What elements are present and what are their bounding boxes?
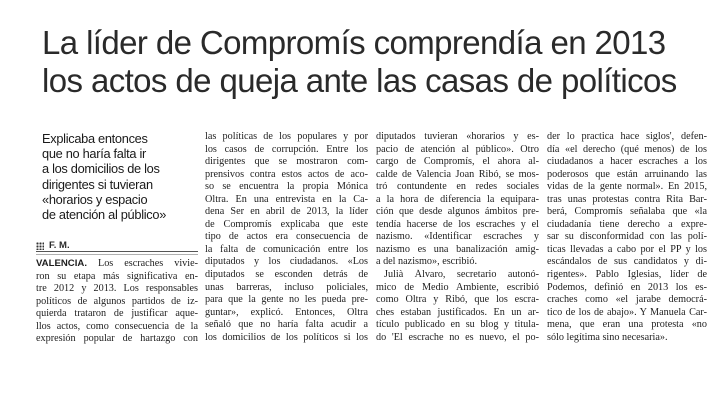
byline [36, 240, 196, 251]
column-line: Podemos, definió en 2013 los es- [547, 281, 707, 293]
column-line: vidas de la gente normal». En 2015, [547, 181, 707, 193]
column-line: diputados y los ciudadanos. «Los [205, 256, 368, 268]
column-line: tículo publicado en su blog y titula- [376, 319, 539, 331]
article-column-1 [36, 258, 198, 346]
byline-dots-icon [36, 242, 44, 250]
column-line: los casos de corrupción. Entre los [205, 143, 368, 155]
lead-summary [42, 131, 192, 222]
column-line: como Oltra y Ribó, que los escra- [376, 294, 539, 306]
byline-rule [36, 251, 198, 252]
lead-line: a los domicilios de los [42, 161, 160, 177]
column-line: cargo de Compromís, el ahora al- [376, 156, 539, 168]
column-line: nazismo es una banalización amig- [376, 243, 539, 255]
column-line: tendía hacerse de los escraches y el [376, 218, 539, 230]
location-label: VALENCIA. [36, 258, 87, 269]
column-line: tras unas protestas contra Rita Bar- [547, 193, 707, 205]
column-line: mena, que eran una protesta «no [547, 319, 707, 331]
column-line: berá, Compromís señalaba que «la [547, 206, 707, 218]
column-line: tico de los de abajo». Y Manuela Car- [547, 306, 707, 318]
column-line: políticos de algunos partidos de iz- [36, 295, 198, 307]
column-line: diputados tuvieran «horarios y es- [376, 131, 539, 142]
column-line: quierda trataron de justificar aque- [36, 308, 198, 320]
headline [42, 24, 702, 100]
column-line: diputados se esconden detrás de [205, 269, 368, 281]
column-line: de Compromís explicaba que este [205, 218, 368, 230]
column-line: guntar», explicó. Entonces, Oltra [205, 306, 368, 318]
column-line: ticas llevadas a cabo por el PP y los [547, 243, 707, 255]
column-line: craches como «el jarabe democrá- [547, 294, 707, 306]
column-line: ron su etapa más significativa en- [36, 270, 198, 282]
column-line: los domicilios de los políticos si los [205, 331, 368, 343]
column-line: señaló que no haría falta acudir a [205, 319, 368, 331]
column-line: ches estaban justificados. En un ar- [376, 306, 539, 318]
column-line: Los escraches vivie- [87, 258, 198, 269]
column-line: poderosos que están arruinando las [547, 168, 707, 180]
column-line: dirigentes que se mostraron com- [205, 156, 368, 168]
lead-line: de atención al público» [42, 207, 167, 223]
column-line: para que la gente no les pueda pre- [205, 294, 368, 306]
column-line: Oltra. En una entrevista en la Ca- [205, 193, 368, 205]
column-line: unas barreras, incluso policiales, [205, 281, 368, 293]
column-line: so se encuentra la propia Mónica [205, 181, 368, 193]
lead-line: que no haría falta ir [42, 146, 146, 162]
byline-author: F. M. [49, 240, 70, 251]
lead-line: Explicaba entonces [42, 131, 148, 146]
column-line: Julià Álvaro, secretario autonó- [384, 269, 539, 281]
column-line: a del nazismo», escribió. [376, 256, 477, 268]
column-line: las políticas de los populares y por [205, 131, 368, 142]
lead-line: dirigentes si tuvieran [42, 176, 153, 192]
column-line: ciudadanía tiene derecho a expre- [547, 218, 707, 230]
headline-line-2: los actos de queja ante las casas de políticos [42, 62, 677, 99]
column-line: calde de Valencia Joan Ribó, se mos- [376, 168, 539, 180]
column-line: ciudadanos a hacer escraches a los [547, 156, 707, 168]
column-line: der lo practica hace siglos', defen- [547, 131, 707, 142]
column-line: llos actos, como consecuencia de la [36, 320, 198, 332]
lead-line: «horarios y espacio [42, 191, 148, 207]
column-line: tre 2012 y 2013. Los responsables [36, 283, 198, 295]
column-line: pacio de atención al público». Otro [376, 143, 539, 155]
column-line: nazismo. «Identificar escraches y [376, 231, 539, 243]
column-line: tró contundente en redes sociales [376, 181, 539, 193]
byline-rule-secondary [36, 254, 198, 255]
headline-line-1: La líder de Compromís comprendía en 2013 [42, 24, 666, 61]
column-line: do 'El escrache no es nuevo, el po- [376, 331, 539, 343]
column-line: ción que desde algunos ámbitos pre- [376, 206, 539, 218]
column-line: dena Ser en abril de 2013, la líder [205, 206, 368, 218]
column-line: sar su disconformidad con las polí- [547, 231, 707, 243]
column-line: prensivos contra estos actos de aco- [205, 168, 368, 180]
column-line: mico de Medio Ambiente, escribió [376, 281, 539, 293]
article-column-4 [547, 131, 707, 344]
column-line: a la hora de diferencia la equipara- [376, 193, 539, 205]
article-column-2 [205, 131, 368, 344]
column-line: tipo de actos era consecuencia de [205, 231, 368, 243]
column-line: sólo legítima sino necesaria». [547, 331, 668, 343]
article-column-3 [376, 131, 539, 344]
column-line: rigentes». Pablo Iglesias, líder de [547, 269, 707, 281]
column-line: expresión popular de hartazgo con [36, 333, 198, 345]
column-line: día «el derecho (qué menos) de los [547, 143, 707, 155]
column-line: escándalos de sus candidatos y di- [547, 256, 707, 268]
column-line: la falta de comunicación entre los [205, 243, 368, 255]
